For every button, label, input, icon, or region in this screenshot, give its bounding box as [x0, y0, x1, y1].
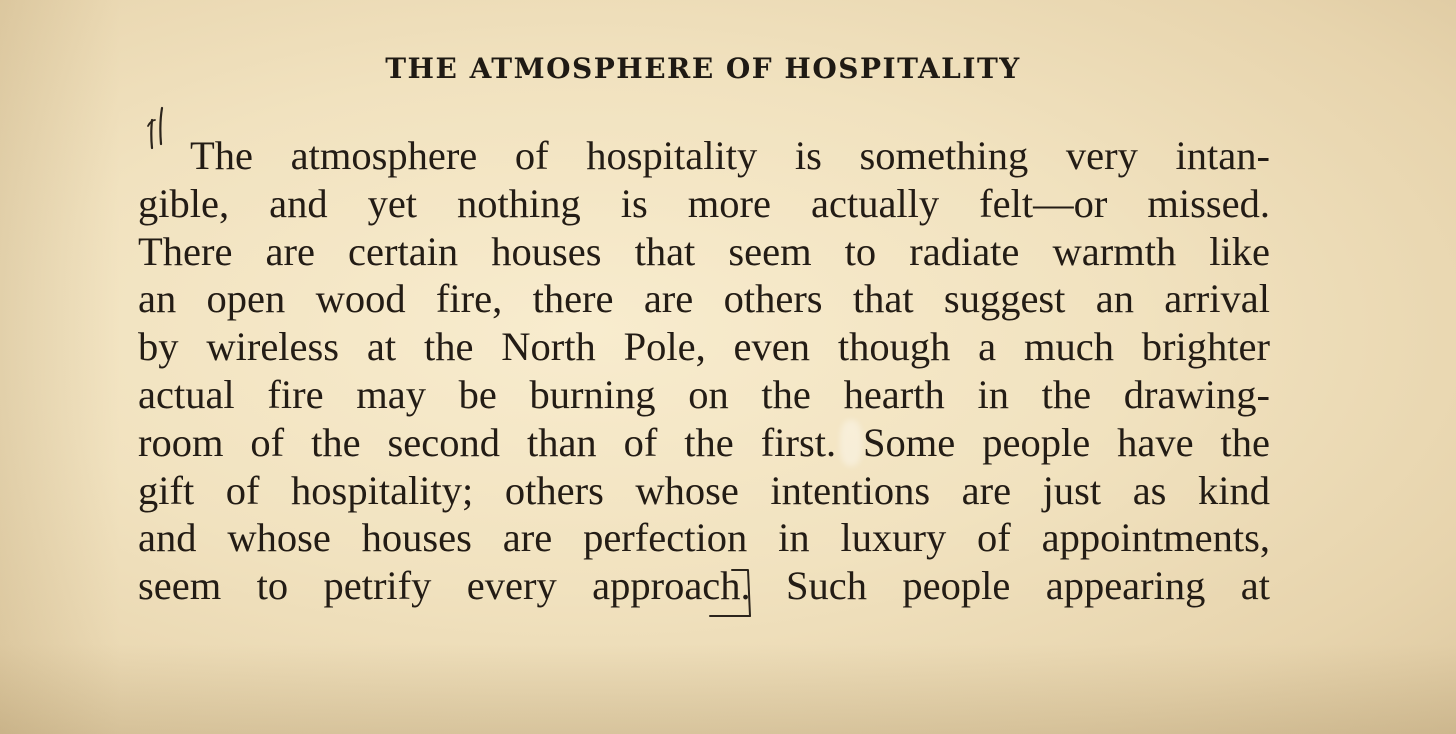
page-shadow-bottom [0, 644, 1456, 734]
paragraph-line: There are certain houses that seem to radiate warmth like [138, 228, 1270, 274]
paragraph [138, 132, 1270, 610]
paragraph-line: by wireless at the North Pole, even though a much brighter [138, 324, 1270, 370]
paragraph-line: seem to petrify every approach. Such people appearing at [138, 563, 1270, 609]
paragraph-line: gible, and yet nothing is more actually felt—or missed. [138, 180, 1270, 226]
paragraph-line: The atmosphere of hospitality is something very intan- [190, 133, 1270, 178]
bracket-mark-icon [704, 566, 758, 622]
chapter-heading: THE ATMOSPHERE OF HOSPITALITY [385, 52, 1021, 85]
paragraph-line: room of the second than of the first. Some people have the [138, 419, 1270, 465]
paragraph-line: an open wood fire, there are others that suggest an arrival [138, 276, 1270, 322]
page-shadow-left [0, 0, 120, 734]
paragraph-line: and whose houses are perfection in luxury of appointments, [138, 515, 1270, 561]
paragraph-line: gift of hospitality; others whose intentions are just as kind [138, 467, 1270, 513]
paragraph-line: actual fire may be burning on the hearth in the drawing- [138, 371, 1270, 417]
